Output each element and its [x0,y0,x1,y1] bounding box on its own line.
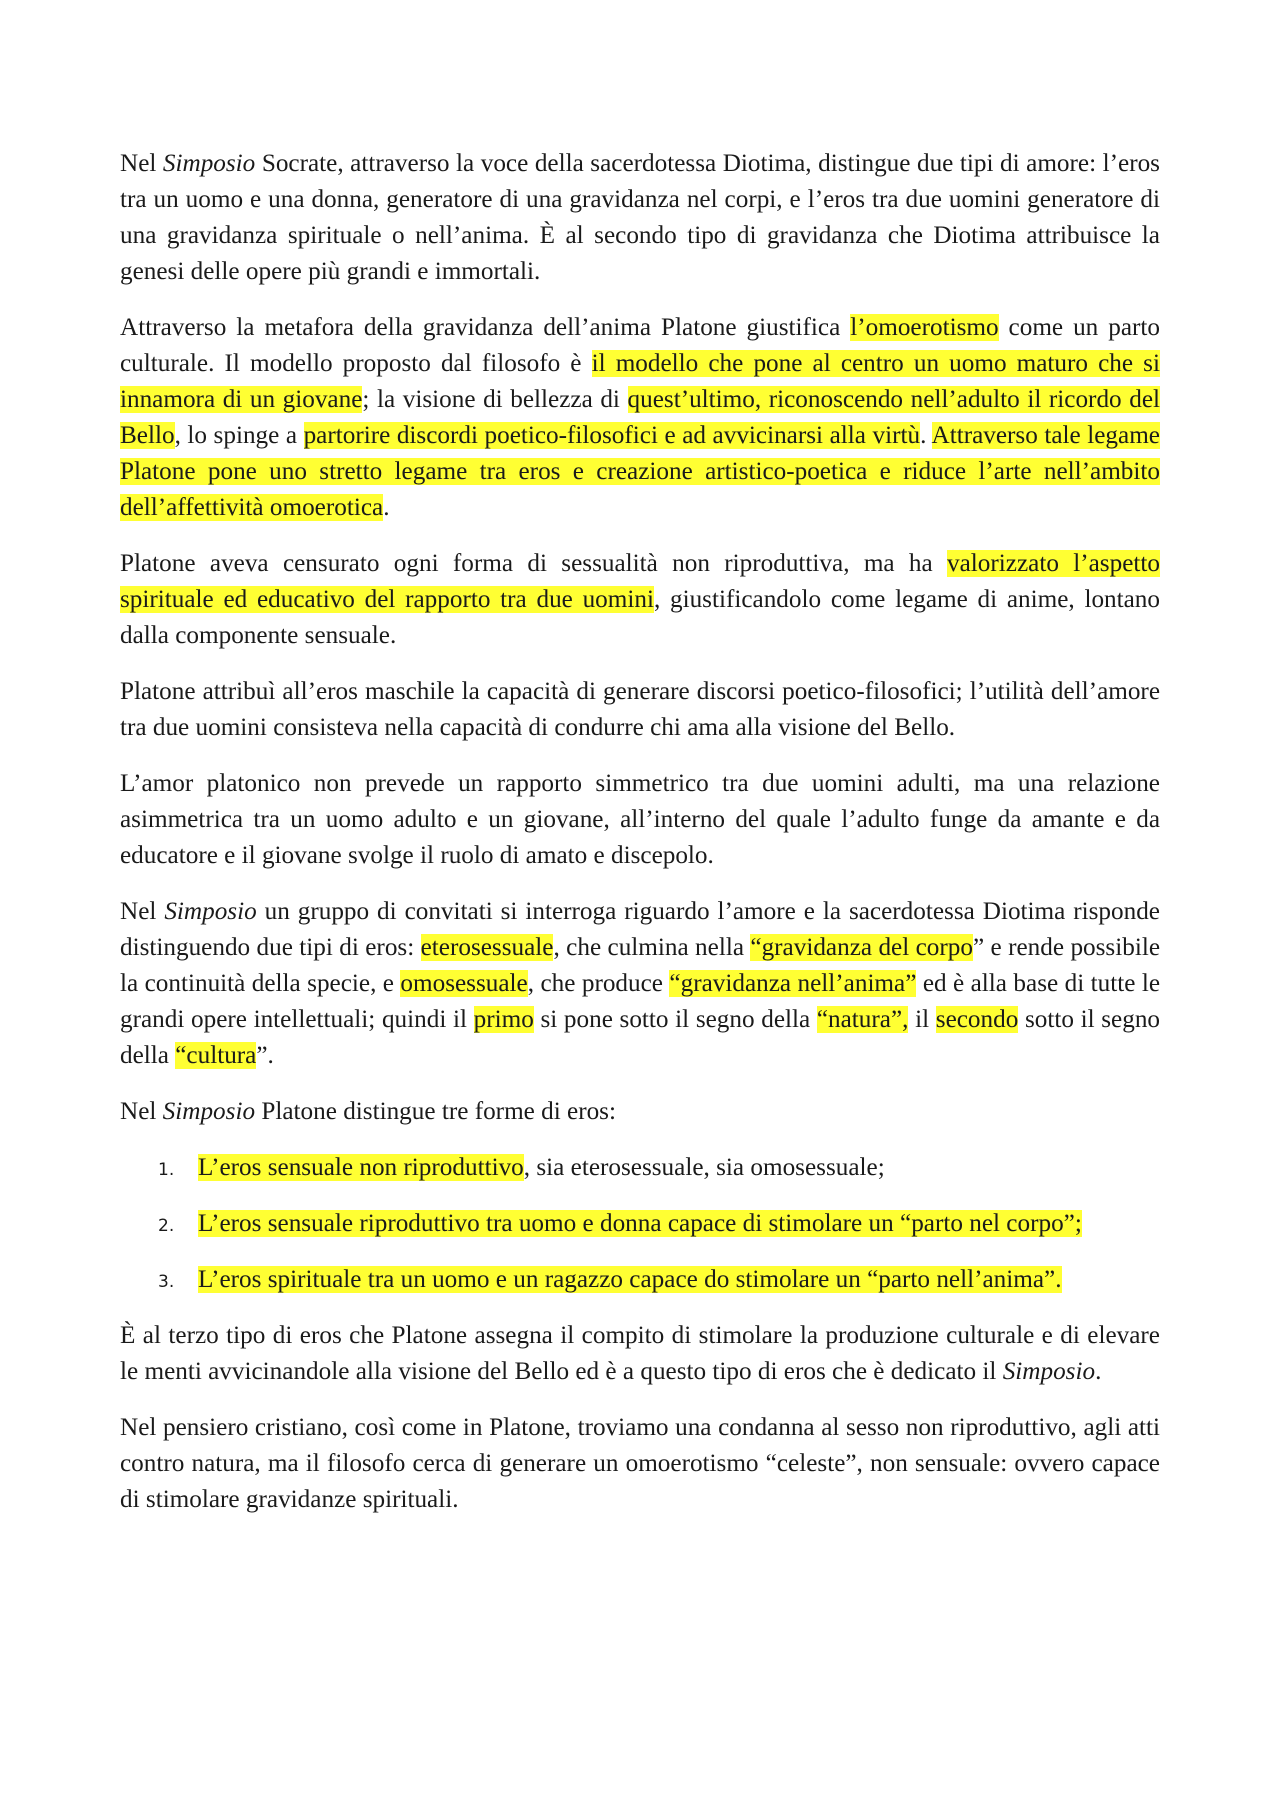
text-run: sotto il segno della [120,1006,1161,1069]
text-run: Platone attribuì all’eros maschile la capacità di generare discorsi poetico-filosofici; l’utilità dell’amore tra due uomini consisteva nella capacità di condurre chi ama alla visione del Bello. [120,678,1160,741]
paragraph-3 [120,546,1160,654]
highlighted-text: Attraverso tale legame Platone pone uno stretto legame tra eros e creazione artistico-poetica e riduce l’arte nell’ambito dell’affettività omoerotica [120,422,1160,521]
text-run: Nel [120,1098,163,1125]
italic-title: Simposio [164,898,257,925]
italic-title: Simposio [162,1098,256,1125]
text-run: come un parto culturale. Il modello proposto dal filosofo è [120,314,1160,377]
list-item [158,1150,1160,1186]
text-run: Nel pensiero cristiano, così come in Platone, troviamo una condanna al sesso non riproduttivo, agli atti contro natura, ma il filosofo cerca di generare un omoerotismo “celeste”, non sensuale: ovvero capace di stimolare gravidanze spirituali. [120,1414,1160,1513]
text-run: il [908,1006,936,1033]
eros-forms-list [120,1150,1160,1298]
text-run: , che produce [527,970,670,997]
italic-title: Simposio [162,150,256,177]
text-run: Socrate, attraverso la voce della sacerdotessa Diotima, distingue due tipi di amore: l’eros tra un uomo e una donna, generatore di una gravidanza nel corpi, e l’eros tra due uomini generatore di una gravidanza spirituale o nell’anima. È al secondo tipo di gravidanza che Diotima attribuisce la genesi delle opere più grandi e immortali. [120,150,1160,285]
text-run: , giustificandolo come legame di anime, lontano dalla componente sensuale. [120,586,1160,649]
paragraph-2 [120,310,1160,526]
text-run: , che culmina nella [553,934,751,961]
paragraph-8 [120,1318,1160,1390]
text-run: È al terzo tipo di eros che Platone assegna il compito di stimolare la produzione culturale e di elevare le menti avvicinandole alla visione del Bello ed è a questo tipo di eros che è dedicato il [120,1322,1160,1385]
paragraph-7 [120,1094,1160,1130]
paragraph-5 [120,766,1160,874]
text-run: . [920,422,932,449]
text-run: si pone sotto il segno della [533,1006,817,1033]
text-run: ”. [256,1042,274,1069]
text-run: Nel [120,898,165,925]
highlighted-text: partorire discordi poetico-filosofici e ad avvicinarsi alla virtù [303,422,921,449]
text-run: ed è alla base di tutte le grandi opere intellettuali; quindi il [120,970,1160,1033]
paragraph-6 [120,894,1160,1074]
text-run: Platone aveva censurato ogni forma di sessualità non riproduttiva, ma ha [120,550,948,577]
highlighted-text: L’eros sensuale riproduttivo tra uomo e donna capace di stimolare un “parto nel corpo”; [198,1210,1082,1237]
text-run: . [383,494,390,521]
paragraph-9 [120,1410,1160,1518]
list-number: 3. [158,1272,175,1292]
paragraph-4 [120,674,1160,746]
highlighted-text: omosessuale [400,970,528,997]
highlighted-text: “cultura [175,1042,257,1069]
highlighted-text: “gravidanza nell’anima” [669,970,917,997]
italic-title: Simposio [1002,1358,1096,1385]
text-run: ; la visione di bellezza di [362,386,628,413]
text-run: L’amor platonico non prevede un rapporto simmetrico tra due uomini adulti, ma una relazione asimmetrica tra un uomo adulto e un giovane, all’interno del quale l’adulto funge da amante e da educatore e il giovane svolge il ruolo di amato e discepolo. [120,770,1160,869]
list-number: 1. [158,1160,175,1180]
highlighted-text: l’omoerotismo [850,314,999,341]
highlighted-text: secondo [935,1006,1019,1033]
text-run: Nel [120,150,163,177]
highlighted-text: “gravidanza del corpo [750,934,973,961]
paragraph-1 [120,146,1160,290]
text-run: . [1095,1358,1102,1385]
highlighted-text: il modello che pone al centro un uomo maturo che si innamora di un giovane [120,350,1160,413]
highlighted-text: eterosessuale [420,934,554,961]
highlighted-text: L’eros sensuale non riproduttivo [198,1154,524,1181]
document-page [120,146,1160,1538]
list-item [158,1206,1160,1242]
highlighted-text: L’eros spirituale tra un uomo e un ragazzo capace do stimolare un “parto nell’anima”. [198,1266,1062,1293]
text-run: , lo spinge a [174,422,304,449]
list-item [158,1262,1160,1298]
highlighted-text: “natura”, [816,1006,909,1033]
text-run: Attraverso la metafora della gravidanza dell’anima Platone giustifica [120,314,851,341]
text-run: un gruppo di convitati si interroga riguardo l’amore e la sacerdotessa Diotima risponde distinguendo due tipi di eros: [120,898,1160,961]
text-run: ” e rende possibile la continuità della specie, e [120,934,1160,997]
list-number: 2. [158,1216,175,1236]
highlighted-text: quest’ultimo, riconoscendo nell’adulto il ricordo del Bello [120,386,1160,449]
text-run: Platone distingue tre forme di eros: [255,1098,616,1125]
highlighted-text: valorizzato l’aspetto spirituale ed educativo del rapporto tra due uomini [120,550,1160,613]
highlighted-text: primo [473,1006,534,1033]
text-run: , sia eterosessuale, sia omosessuale; [523,1154,885,1181]
